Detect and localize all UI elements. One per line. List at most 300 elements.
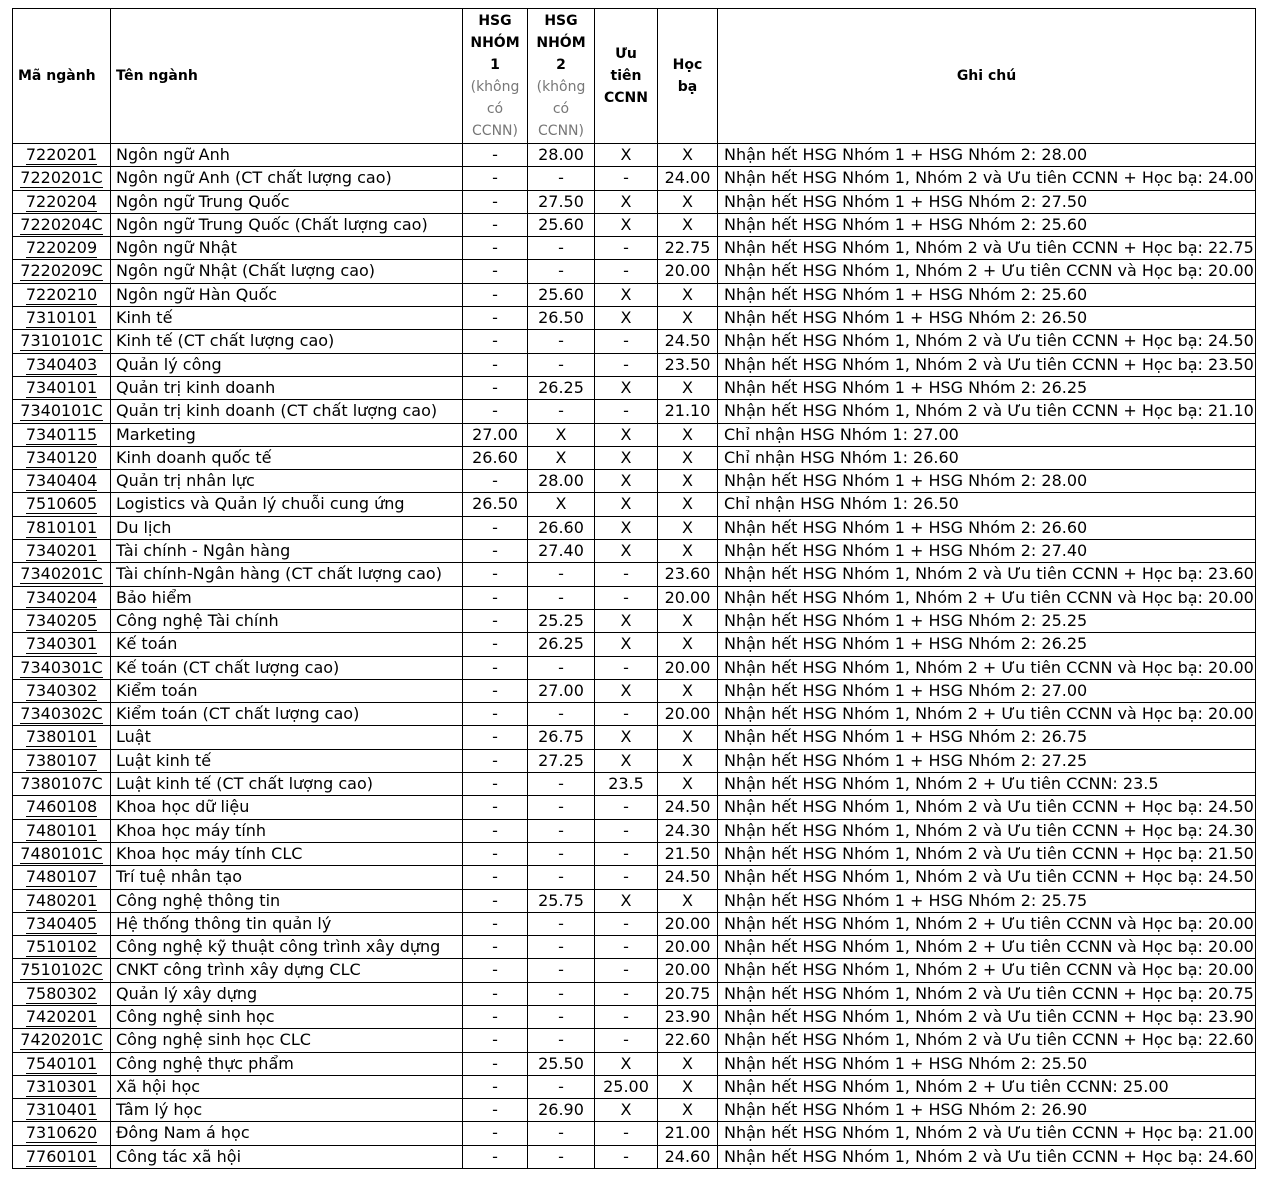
name-cell: Quản trị nhân lực: [111, 470, 463, 493]
table-row: [13, 353, 1256, 376]
code-cell: [13, 307, 111, 330]
name-cell: Luật kinh tế (CT chất lượng cao): [111, 773, 463, 796]
hocba-cell: 24.30: [658, 819, 718, 842]
header-hsg1-sub: có: [486, 101, 504, 117]
hsg2-cell: -: [528, 400, 595, 423]
hsg2-cell: 28.00: [528, 470, 595, 493]
table-row: [13, 959, 1256, 982]
note-cell: Nhận hết HSG Nhóm 1 + HSG Nhóm 2: 27.25: [718, 749, 1256, 772]
hocba-cell: 20.00: [658, 703, 718, 726]
hocba-cell: 20.00: [658, 936, 718, 959]
hsg1-cell: -: [463, 796, 528, 819]
hsg1-cell: -: [463, 353, 528, 376]
hsg2-cell: -: [528, 353, 595, 376]
ccnn-cell: -: [595, 819, 658, 842]
hsg2-cell: -: [528, 167, 595, 190]
hsg2-cell: 27.40: [528, 540, 595, 563]
major-code: 7310301: [25, 1076, 98, 1096]
note-cell: Nhận hết HSG Nhóm 1 + HSG Nhóm 2: 28.00: [718, 470, 1256, 493]
header-note: Ghi chú: [718, 9, 1256, 144]
table-row: [13, 703, 1256, 726]
ccnn-cell: 25.00: [595, 1075, 658, 1098]
hsg1-cell: -: [463, 190, 528, 213]
ccnn-cell: X: [595, 213, 658, 236]
name-cell: Kế toán: [111, 633, 463, 656]
major-code: 7220201: [25, 145, 98, 164]
hsg1-cell: -: [463, 842, 528, 865]
name-cell: Khoa học dữ liệu: [111, 796, 463, 819]
hsg1-cell: -: [463, 283, 528, 306]
ccnn-cell: -: [595, 400, 658, 423]
note-cell: Nhận hết HSG Nhóm 1 + HSG Nhóm 2: 26.75: [718, 726, 1256, 749]
major-code: 7480201: [25, 890, 98, 910]
code-cell: [13, 167, 111, 190]
header-hsg2: [528, 9, 595, 144]
ccnn-cell: X: [595, 144, 658, 167]
code-cell: [13, 679, 111, 702]
ccnn-cell: -: [595, 842, 658, 865]
hsg2-cell: -: [528, 1075, 595, 1098]
code-cell: [13, 190, 111, 213]
hsg2-cell: -: [528, 1005, 595, 1028]
header-hsg2-line: NHÓM: [536, 35, 586, 51]
table-row: [13, 633, 1256, 656]
name-cell: Công tác xã hội: [111, 1145, 463, 1168]
name-cell: Quản trị kinh doanh: [111, 376, 463, 399]
note-cell: Nhận hết HSG Nhóm 1, Nhóm 2 + Ưu tiên CCNN và Học bạ: 20.00: [718, 959, 1256, 982]
ccnn-cell: -: [595, 1005, 658, 1028]
major-code: 7310101: [25, 308, 98, 328]
hsg1-cell: -: [463, 563, 528, 586]
note-cell: Nhận hết HSG Nhóm 1, Nhóm 2 và Ưu tiên CCNN + Học bạ: 23.60: [718, 563, 1256, 586]
code-cell: [13, 819, 111, 842]
hsg2-cell: -: [528, 563, 595, 586]
code-cell: [13, 493, 111, 516]
hocba-cell: X: [658, 144, 718, 167]
hocba-cell: X: [658, 283, 718, 306]
name-cell: Tài chính-Ngân hàng (CT chất lượng cao): [111, 563, 463, 586]
name-cell: Quản trị kinh doanh (CT chất lượng cao): [111, 400, 463, 423]
hsg1-cell: -: [463, 307, 528, 330]
hsg2-cell: -: [528, 936, 595, 959]
name-cell: Công nghệ sinh học CLC: [111, 1029, 463, 1052]
note-cell: Nhận hết HSG Nhóm 1, Nhóm 2 và Ưu tiên CCNN + Học bạ: 24.50: [718, 866, 1256, 889]
note-cell: Nhận hết HSG Nhóm 1, Nhóm 2 và Ưu tiên CCNN + Học bạ: 21.50: [718, 842, 1256, 865]
major-code: 7340201C: [20, 564, 103, 584]
header-hsg1-line: 1: [490, 57, 500, 73]
header-hsg2-line: 2: [556, 57, 566, 73]
name-cell: Khoa học máy tính: [111, 819, 463, 842]
code-cell: [13, 982, 111, 1005]
hsg2-cell: -: [528, 982, 595, 1005]
hocba-cell: 20.00: [658, 912, 718, 935]
note-cell: Nhận hết HSG Nhóm 1, Nhóm 2 và Ưu tiên CCNN + Học bạ: 20.75: [718, 982, 1256, 1005]
note-cell: Chỉ nhận HSG Nhóm 1: 26.60: [718, 446, 1256, 469]
major-code: 7340405: [25, 913, 98, 933]
name-cell: Tài chính - Ngân hàng: [111, 540, 463, 563]
ccnn-cell: -: [595, 1029, 658, 1052]
major-code: 7380107: [25, 750, 98, 770]
code-cell: [13, 1029, 111, 1052]
name-cell: CNKT công trình xây dựng CLC: [111, 959, 463, 982]
hsg1-cell: -: [463, 1122, 528, 1145]
ccnn-cell: -: [595, 912, 658, 935]
code-cell: [13, 400, 111, 423]
hsg1-cell: -: [463, 586, 528, 609]
table-row: [13, 190, 1256, 213]
table-row: [13, 1145, 1256, 1168]
hsg2-cell: -: [528, 1122, 595, 1145]
table-row: [13, 842, 1256, 865]
major-code: 7420201C: [20, 1030, 103, 1050]
header-hsg1-line: HSG: [478, 13, 512, 29]
header-hsg2-sub: có: [552, 101, 570, 117]
table-row: [13, 446, 1256, 469]
hocba-cell: 23.50: [658, 353, 718, 376]
table-row: [13, 1005, 1256, 1028]
header-hocba-line: Học: [672, 57, 703, 73]
hsg1-cell: -: [463, 144, 528, 167]
header-ccnn-line: CCNN: [604, 90, 648, 106]
note-cell: Nhận hết HSG Nhóm 1, Nhóm 2 và Ưu tiên CCNN + Học bạ: 24.60: [718, 1145, 1256, 1168]
hocba-cell: X: [658, 1075, 718, 1098]
ccnn-cell: X: [595, 726, 658, 749]
name-cell: Ngôn ngữ Trung Quốc: [111, 190, 463, 213]
hsg1-cell: -: [463, 959, 528, 982]
hsg1-cell: -: [463, 516, 528, 539]
name-cell: Marketing: [111, 423, 463, 446]
hsg1-cell: -: [463, 1099, 528, 1122]
header-hsg2-sub: CCNN): [538, 123, 584, 139]
major-code: 7480101C: [20, 843, 103, 863]
major-code: 7340120: [25, 447, 98, 467]
code-cell: [13, 656, 111, 679]
ccnn-cell: -: [595, 330, 658, 353]
major-code: 7220204: [25, 191, 98, 211]
hsg2-cell: 27.25: [528, 749, 595, 772]
major-code: 7310101C: [20, 331, 103, 351]
hocba-cell: 24.60: [658, 1145, 718, 1168]
code-cell: [13, 283, 111, 306]
hsg1-cell: -: [463, 540, 528, 563]
admission-table: [12, 8, 1256, 1169]
major-code: 7220201C: [20, 168, 103, 188]
name-cell: Kinh tế (CT chất lượng cao): [111, 330, 463, 353]
note-cell: Nhận hết HSG Nhóm 1, Nhóm 2 + Ưu tiên CCNN: 23.5: [718, 773, 1256, 796]
major-code: 7380101: [25, 727, 98, 747]
hocba-cell: 20.00: [658, 260, 718, 283]
name-cell: Kiểm toán (CT chất lượng cao): [111, 703, 463, 726]
name-cell: Ngôn ngữ Nhật (Chất lượng cao): [111, 260, 463, 283]
major-code: 7340204: [25, 587, 98, 607]
major-code: 7510102: [25, 937, 98, 957]
hsg1-cell: -: [463, 1075, 528, 1098]
table-row: [13, 213, 1256, 236]
ccnn-cell: X: [595, 307, 658, 330]
hocba-cell: 24.50: [658, 796, 718, 819]
note-cell: Nhận hết HSG Nhóm 1, Nhóm 2 + Ưu tiên CCNN và Học bạ: 20.00: [718, 912, 1256, 935]
major-code: 7340115: [25, 424, 98, 444]
code-cell: [13, 213, 111, 236]
name-cell: Công nghệ Tài chính: [111, 609, 463, 632]
major-code: 7220204C: [20, 214, 103, 234]
ccnn-cell: X: [595, 749, 658, 772]
major-code: 7220210: [25, 284, 98, 304]
table-row: [13, 563, 1256, 586]
name-cell: Kiểm toán: [111, 679, 463, 702]
table-row: [13, 866, 1256, 889]
note-cell: Nhận hết HSG Nhóm 1, Nhóm 2 và Ưu tiên CCNN + Học bạ: 23.50: [718, 353, 1256, 376]
table-row: [13, 423, 1256, 446]
name-cell: Kinh doanh quốc tế: [111, 446, 463, 469]
note-cell: Nhận hết HSG Nhóm 1, Nhóm 2 và Ưu tiên CCNN + Học bạ: 22.75: [718, 237, 1256, 260]
hsg2-cell: 25.75: [528, 889, 595, 912]
hsg2-cell: -: [528, 819, 595, 842]
note-cell: Nhận hết HSG Nhóm 1, Nhóm 2 và Ưu tiên CCNN + Học bạ: 24.00: [718, 167, 1256, 190]
code-cell: [13, 260, 111, 283]
note-cell: Nhận hết HSG Nhóm 1, Nhóm 2 và Ưu tiên CCNN + Học bạ: 23.90: [718, 1005, 1256, 1028]
table-row: [13, 540, 1256, 563]
hsg2-cell: -: [528, 1029, 595, 1052]
major-code: 7480107: [25, 867, 98, 887]
hsg1-cell: -: [463, 1145, 528, 1168]
hsg2-cell: 26.25: [528, 633, 595, 656]
hocba-cell: X: [658, 423, 718, 446]
ccnn-cell: -: [595, 866, 658, 889]
hocba-cell: 20.75: [658, 982, 718, 1005]
name-cell: Hệ thống thông tin quản lý: [111, 912, 463, 935]
table-row: [13, 749, 1256, 772]
ccnn-cell: -: [595, 353, 658, 376]
name-cell: Logistics và Quản lý chuỗi cung ứng: [111, 493, 463, 516]
name-cell: Luật kinh tế: [111, 749, 463, 772]
note-cell: Nhận hết HSG Nhóm 1, Nhóm 2 + Ưu tiên CCNN: 25.00: [718, 1075, 1256, 1098]
major-code: 7340302C: [20, 704, 103, 724]
hsg1-cell: -: [463, 400, 528, 423]
table-row: [13, 726, 1256, 749]
ccnn-cell: X: [595, 679, 658, 702]
note-cell: Nhận hết HSG Nhóm 1, Nhóm 2 và Ưu tiên CCNN + Học bạ: 24.30: [718, 819, 1256, 842]
code-cell: [13, 376, 111, 399]
hsg1-cell: -: [463, 912, 528, 935]
name-cell: Tâm lý học: [111, 1099, 463, 1122]
name-cell: Công nghệ sinh học: [111, 1005, 463, 1028]
hocba-cell: X: [658, 516, 718, 539]
note-cell: Nhận hết HSG Nhóm 1, Nhóm 2 + Ưu tiên CCNN và Học bạ: 20.00: [718, 936, 1256, 959]
table-row: [13, 493, 1256, 516]
ccnn-cell: -: [595, 959, 658, 982]
hocba-cell: 20.00: [658, 586, 718, 609]
hsg2-cell: 25.50: [528, 1052, 595, 1075]
table-row: [13, 330, 1256, 353]
hsg2-cell: -: [528, 656, 595, 679]
name-cell: Công nghệ thông tin: [111, 889, 463, 912]
major-code: 7480101: [25, 820, 98, 840]
table-row: [13, 516, 1256, 539]
header-hsg2-sub: (không: [536, 79, 586, 95]
hsg2-cell: -: [528, 773, 595, 796]
code-cell: [13, 563, 111, 586]
name-cell: Ngôn ngữ Nhật: [111, 237, 463, 260]
note-cell: Nhận hết HSG Nhóm 1 + HSG Nhóm 2: 27.50: [718, 190, 1256, 213]
hsg1-cell: -: [463, 167, 528, 190]
ccnn-cell: -: [595, 796, 658, 819]
ccnn-cell: X: [595, 1052, 658, 1075]
ccnn-cell: -: [595, 656, 658, 679]
hocba-cell: 22.75: [658, 237, 718, 260]
code-cell: [13, 470, 111, 493]
hocba-cell: 21.50: [658, 842, 718, 865]
name-cell: Đông Nam á học: [111, 1122, 463, 1145]
hsg2-cell: -: [528, 330, 595, 353]
table-row: [13, 912, 1256, 935]
table-row: [13, 773, 1256, 796]
code-cell: [13, 353, 111, 376]
code-cell: [13, 144, 111, 167]
name-cell: Du lịch: [111, 516, 463, 539]
ccnn-cell: -: [595, 563, 658, 586]
major-code: 7420201: [25, 1006, 98, 1026]
hsg2-cell: -: [528, 959, 595, 982]
hsg1-cell: -: [463, 330, 528, 353]
table-row: [13, 936, 1256, 959]
hocba-cell: 23.60: [658, 563, 718, 586]
ccnn-cell: -: [595, 167, 658, 190]
note-cell: Nhận hết HSG Nhóm 1, Nhóm 2 + Ưu tiên CCNN và Học bạ: 20.00: [718, 260, 1256, 283]
hsg2-cell: -: [528, 237, 595, 260]
major-code: 7340404: [25, 471, 98, 491]
hsg1-cell: -: [463, 609, 528, 632]
hsg2-cell: -: [528, 1145, 595, 1168]
table-row: [13, 376, 1256, 399]
code-cell: [13, 330, 111, 353]
hocba-cell: X: [658, 190, 718, 213]
hocba-cell: 24.00: [658, 167, 718, 190]
name-cell: Luật: [111, 726, 463, 749]
header-hocba: [658, 9, 718, 144]
ccnn-cell: -: [595, 982, 658, 1005]
hsg1-cell: -: [463, 470, 528, 493]
major-code: 7340205: [25, 610, 98, 630]
major-code: 7310401: [25, 1100, 98, 1120]
note-cell: Nhận hết HSG Nhóm 1 + HSG Nhóm 2: 25.60: [718, 213, 1256, 236]
code-cell: [13, 889, 111, 912]
header-row: [13, 9, 1256, 144]
hsg2-cell: 26.60: [528, 516, 595, 539]
note-cell: Chỉ nhận HSG Nhóm 1: 26.50: [718, 493, 1256, 516]
hocba-cell: X: [658, 633, 718, 656]
hsg1-cell: -: [463, 237, 528, 260]
code-cell: [13, 586, 111, 609]
hsg2-cell: 26.90: [528, 1099, 595, 1122]
name-cell: Trí tuệ nhân tạo: [111, 866, 463, 889]
table-row: [13, 307, 1256, 330]
code-cell: [13, 959, 111, 982]
hsg1-cell: -: [463, 633, 528, 656]
code-cell: [13, 633, 111, 656]
hocba-cell: X: [658, 889, 718, 912]
hsg2-cell: X: [528, 493, 595, 516]
hsg1-cell: -: [463, 889, 528, 912]
table-row: [13, 283, 1256, 306]
note-cell: Nhận hết HSG Nhóm 1 + HSG Nhóm 2: 25.60: [718, 283, 1256, 306]
code-cell: [13, 540, 111, 563]
header-name: Tên ngành: [111, 9, 463, 144]
code-cell: [13, 1099, 111, 1122]
hsg1-cell: -: [463, 936, 528, 959]
name-cell: Xã hội học: [111, 1075, 463, 1098]
table-row: [13, 144, 1256, 167]
code-cell: [13, 912, 111, 935]
note-cell: Nhận hết HSG Nhóm 1 + HSG Nhóm 2: 25.75: [718, 889, 1256, 912]
code-cell: [13, 1122, 111, 1145]
ccnn-cell: -: [595, 936, 658, 959]
hocba-cell: X: [658, 540, 718, 563]
table-row: [13, 260, 1256, 283]
hsg1-cell: -: [463, 726, 528, 749]
hsg2-cell: -: [528, 796, 595, 819]
table-row: [13, 819, 1256, 842]
ccnn-cell: -: [595, 703, 658, 726]
table-row: [13, 586, 1256, 609]
hsg1-cell: 27.00: [463, 423, 528, 446]
hocba-cell: 20.00: [658, 959, 718, 982]
hocba-cell: X: [658, 307, 718, 330]
table-row: [13, 796, 1256, 819]
code-cell: [13, 842, 111, 865]
table-body: [13, 144, 1256, 1169]
hsg2-cell: 27.50: [528, 190, 595, 213]
hsg2-cell: -: [528, 866, 595, 889]
hocba-cell: 21.00: [658, 1122, 718, 1145]
hocba-cell: X: [658, 749, 718, 772]
table-row: [13, 609, 1256, 632]
hsg1-cell: 26.50: [463, 493, 528, 516]
code-cell: [13, 749, 111, 772]
name-cell: Công nghệ kỹ thuật công trình xây dựng: [111, 936, 463, 959]
hsg2-cell: 27.00: [528, 679, 595, 702]
name-cell: Ngôn ngữ Trung Quốc (Chất lượng cao): [111, 213, 463, 236]
hocba-cell: X: [658, 446, 718, 469]
major-code: 7510102C: [20, 960, 103, 980]
header-hsg1-sub: (không: [470, 79, 520, 95]
code-cell: [13, 726, 111, 749]
table-row: [13, 656, 1256, 679]
name-cell: Ngôn ngữ Anh: [111, 144, 463, 167]
note-cell: Nhận hết HSG Nhóm 1, Nhóm 2 + Ưu tiên CCNN và Học bạ: 20.00: [718, 586, 1256, 609]
hsg2-cell: 26.50: [528, 307, 595, 330]
major-code: 7340301C: [20, 657, 103, 677]
code-cell: [13, 866, 111, 889]
note-cell: Nhận hết HSG Nhóm 1, Nhóm 2 và Ưu tiên CCNN + Học bạ: 24.50: [718, 796, 1256, 819]
ccnn-cell: X: [595, 470, 658, 493]
major-code: 7340302: [25, 680, 98, 700]
hocba-cell: X: [658, 609, 718, 632]
code-cell: [13, 703, 111, 726]
hsg1-cell: -: [463, 773, 528, 796]
hsg2-cell: 26.75: [528, 726, 595, 749]
code-cell: [13, 773, 111, 796]
hsg1-cell: -: [463, 213, 528, 236]
table-row: [13, 1052, 1256, 1075]
name-cell: Khoa học máy tính CLC: [111, 842, 463, 865]
header-code: Mã ngành: [13, 9, 111, 144]
hsg1-cell: -: [463, 982, 528, 1005]
note-cell: Nhận hết HSG Nhóm 1 + HSG Nhóm 2: 28.00: [718, 144, 1256, 167]
code-cell: [13, 1005, 111, 1028]
hocba-cell: X: [658, 726, 718, 749]
code-cell: [13, 796, 111, 819]
